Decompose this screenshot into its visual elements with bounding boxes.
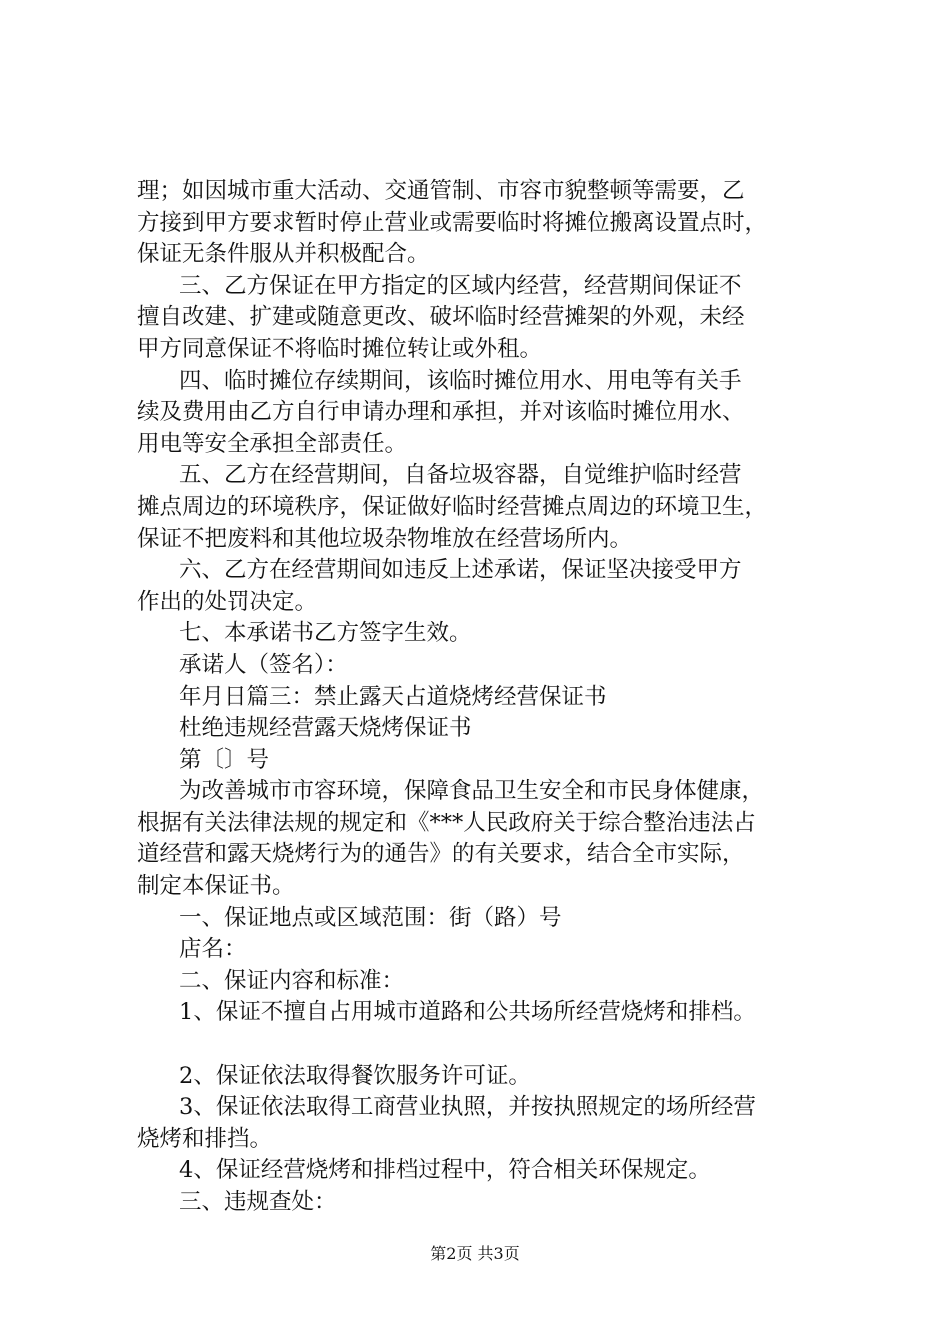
text-line: 六、乙方在经营期间如违反上述承诺，保证坚决接受甲方 (179, 557, 742, 584)
text-line: 4、保证经营烧烤和排档过程中，符合相关环保规定。 (179, 1157, 711, 1184)
text-line: 三、违规查处： (179, 1189, 337, 1215)
text-line: 保证无条件服从并积极配合。 (137, 241, 430, 268)
text-line: 续及费用由乙方自行申请办理和承担，并对该临时摊位用水、 (137, 399, 745, 426)
text-line: 理；如因城市重大活动、交通管制、市容市貌整顿等需要，乙 (137, 178, 745, 204)
text-line: 3、保证依法取得工商营业执照，并按执照规定的场所经营 (179, 1094, 756, 1121)
text-line: 为改善城市市容环境，保障食品卫生安全和市民身体健康， (179, 778, 765, 805)
text-line: 杜绝违规经营露天烧烤保证书 (179, 715, 472, 742)
text-line: 四、临时摊位存续期间，该临时摊位用水、用电等有关手 (179, 367, 742, 394)
text-line: 三、乙方保证在甲方指定的区域内经营，经营期间保证不 (179, 272, 742, 299)
text-line: 保证不把废料和其他垃圾杂物堆放在经营场所内。 (137, 525, 633, 552)
text-line: 制定本保证书。 (137, 873, 295, 900)
document-body (137, 176, 837, 1219)
blank-line (137, 1029, 837, 1061)
text-line: 2、保证依法取得餐饮服务许可证。 (179, 1062, 531, 1089)
text-line: 二、保证内容和标准： (179, 967, 405, 994)
text-line: 1、保证不擅自占用城市道路和公共场所经营烧烤和排档。 (179, 999, 756, 1026)
text-line: 甲方同意保证不将临时摊位转让或外租。 (137, 335, 543, 362)
text-line: 第〔〕号 (179, 746, 270, 773)
text-line: 用电等安全承担全部责任。 (137, 430, 408, 457)
text-line: 七、本承诺书乙方签字生效。 (179, 620, 472, 647)
text-line: 方接到甲方要求暂时停止营业或需要临时将摊位搬离设置点时， (137, 209, 768, 236)
text-line: 年月日篇三：禁止露天占道烧烤经营保证书 (179, 683, 607, 710)
text-line: 一、保证地点或区域范围：街（路）号 (179, 904, 562, 931)
page-number-footer: 第2页 共3页 (430, 1244, 520, 1263)
text-line: 店名： (179, 936, 247, 963)
text-line: 作出的处罚决定。 (137, 588, 318, 615)
text-line: 擅自改建、扩建或随意更改、破坏临时经营摊架的外观，未经 (137, 304, 745, 331)
text-line: 烧烤和排挡。 (137, 1125, 273, 1152)
text-line: 五、乙方在经营期间，自备垃圾容器，自觉维护临时经营 (179, 462, 742, 489)
text-line: 摊点周边的环境秩序，保证做好临时经营摊点周边的环境卫生， (137, 493, 768, 520)
text-line: 道经营和露天烧烤行为的通告》的有关要求，结合全市实际， (137, 841, 745, 868)
text-line: 根据有关法律法规的规定和《***人民政府关于综合整治违法占 (137, 809, 756, 836)
text-line: 承诺人（签名）： (179, 651, 348, 678)
